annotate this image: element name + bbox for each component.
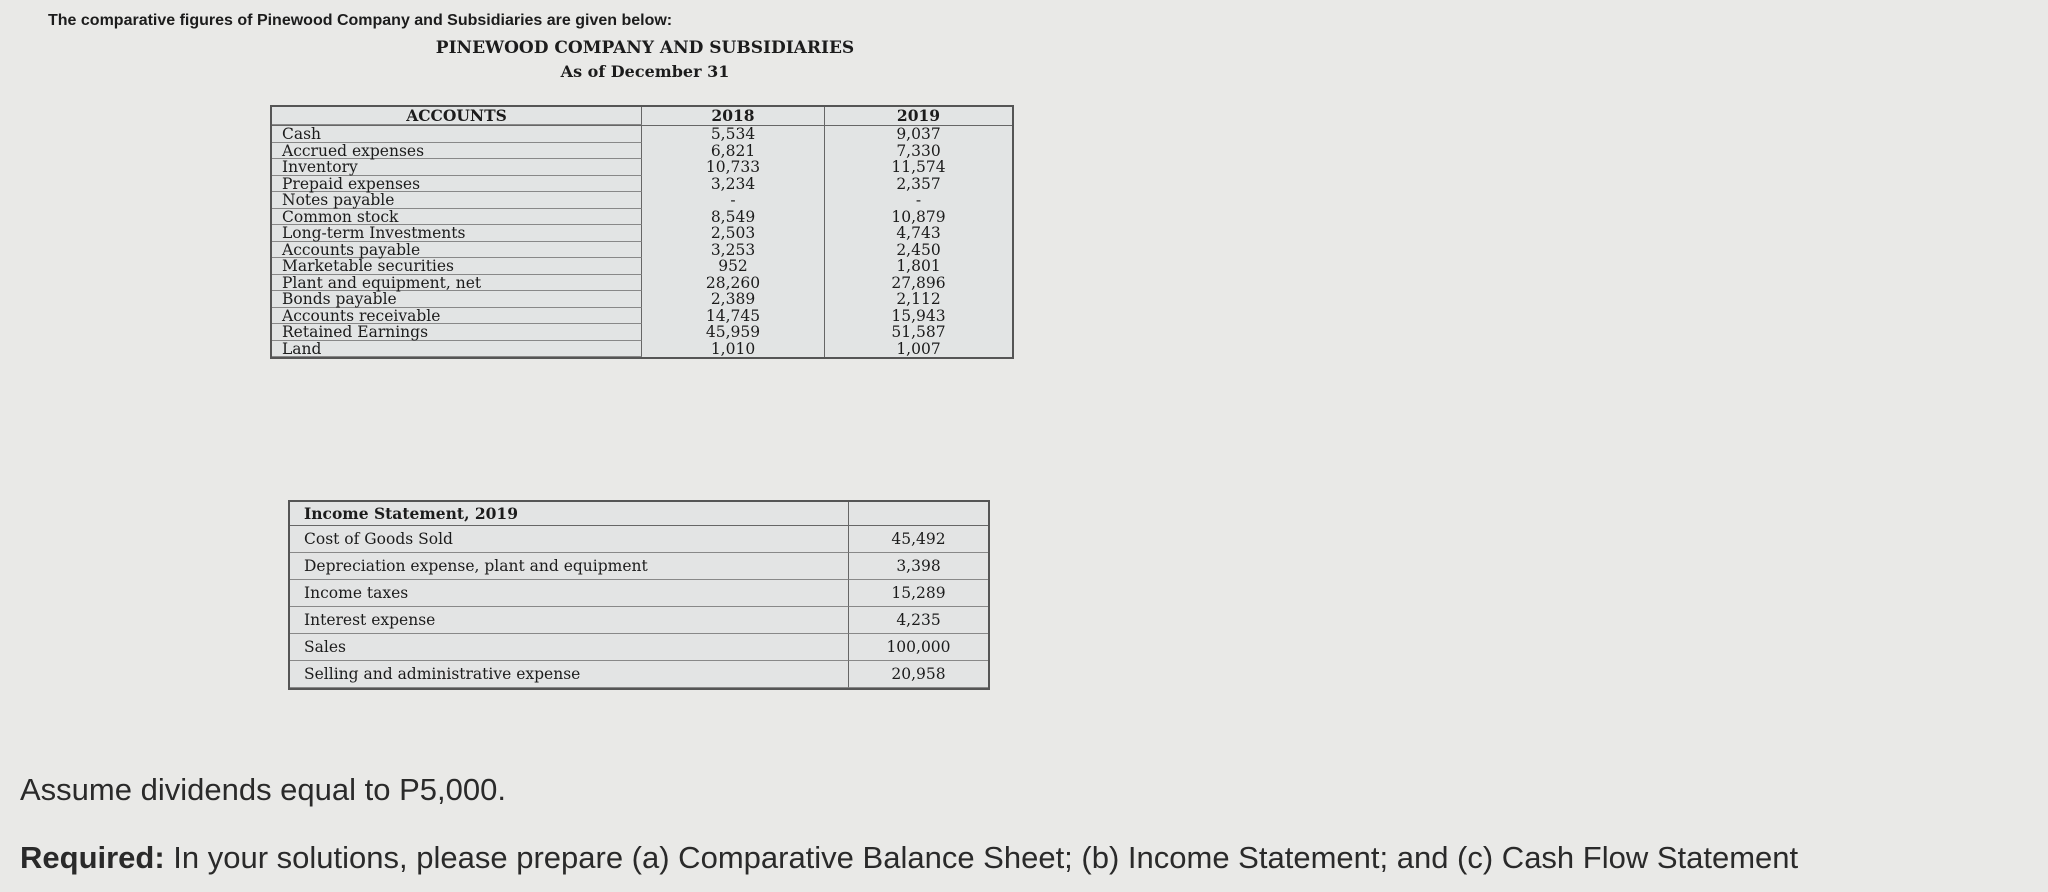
account-name: Accrued expenses	[272, 143, 642, 160]
income-item-label: Sales	[290, 634, 849, 661]
table-row	[290, 661, 988, 688]
income-item-label: Interest expense	[290, 607, 849, 634]
table-row	[272, 143, 1012, 160]
account-name: Accounts payable	[272, 242, 642, 259]
value-2019: 2,450	[896, 240, 941, 259]
value-2018: 6,821	[642, 143, 825, 160]
value-2018: 2,389	[642, 291, 825, 308]
table-row	[272, 291, 1012, 308]
value-2018: 952	[642, 258, 825, 275]
intro-text: The comparative figures of Pinewood Company and Subsidiaries are given below:	[48, 12, 673, 29]
table-row	[272, 126, 1012, 143]
income-item-label: Selling and administrative expense	[290, 661, 849, 688]
balance-sheet-table	[270, 105, 1014, 359]
income-statement-header-row	[290, 502, 988, 526]
value-2018: 2,503	[642, 225, 825, 242]
income-item-value: 4,235	[849, 607, 988, 634]
value-2019: 10,879	[891, 207, 946, 226]
table-row	[272, 192, 1012, 209]
value-2018: 45,959	[642, 324, 825, 341]
table-row	[290, 607, 988, 634]
table-row	[272, 209, 1012, 226]
value-2019: 11,574	[891, 158, 946, 176]
income-item-label: Income taxes	[290, 580, 849, 607]
table-row	[290, 634, 988, 661]
value-2019: 1,801	[896, 257, 941, 275]
income-item-label: Depreciation expense, plant and equipment	[290, 553, 849, 580]
required-label: Required:	[20, 840, 165, 875]
value-2019: 27,896	[891, 273, 946, 292]
table-row	[272, 225, 1012, 242]
account-name: Land	[272, 341, 642, 358]
account-name: Long-term Investments	[272, 225, 642, 242]
income-item-label: Cost of Goods Sold	[290, 526, 849, 553]
value-2019: 2,357	[896, 174, 941, 193]
table-row	[290, 526, 988, 553]
account-name: Accounts receivable	[272, 308, 642, 325]
value-2019: 9,037	[896, 125, 941, 143]
income-statement-header-value	[849, 502, 988, 526]
required-note	[20, 840, 1798, 876]
value-2018: 3,253	[642, 242, 825, 259]
value-2019: 2,112	[896, 290, 941, 308]
value-2019: 4,743	[896, 224, 941, 242]
table-row	[272, 176, 1012, 193]
table-row	[272, 159, 1012, 176]
table-row	[272, 242, 1012, 259]
value-2019: 7,330	[896, 141, 941, 160]
income-statement-title: Income Statement, 2019	[290, 502, 849, 526]
table-row	[290, 580, 988, 607]
balance-sheet-header-row	[272, 107, 1012, 126]
table-row	[290, 553, 988, 580]
company-date: As of December 31	[560, 62, 730, 81]
value-2018: 1,010	[642, 341, 825, 358]
value-2019: 51,587	[891, 323, 946, 341]
table-row	[272, 341, 1012, 358]
value-2018: 3,234	[642, 176, 825, 193]
account-name: Marketable securities	[272, 258, 642, 275]
account-name: Plant and equipment, net	[272, 275, 642, 292]
header-2019: 2019	[896, 106, 941, 125]
value-2018: 5,534	[642, 126, 825, 143]
value-2018: 14,745	[642, 308, 825, 325]
account-name: Bonds payable	[272, 291, 642, 308]
account-name: Inventory	[272, 159, 642, 176]
value-2018: 8,549	[642, 209, 825, 226]
value-2018: 28,260	[642, 275, 825, 292]
table-row	[272, 324, 1012, 341]
income-item-value: 45,492	[849, 526, 988, 553]
table-row	[272, 308, 1012, 325]
value-2018: 10,733	[642, 159, 825, 176]
value-2018: -	[642, 192, 825, 209]
header-2018: 2018	[642, 107, 825, 125]
value-2019: 15,943	[891, 306, 946, 325]
table-row	[272, 258, 1012, 275]
account-name: Retained Earnings	[272, 324, 642, 341]
required-text: In your solutions, please prepare (a) Comparative Balance Sheet; (b) Income Statement; and (c) Cash Flow Statement	[164, 840, 1799, 875]
income-item-value: 3,398	[849, 553, 988, 580]
account-name: Cash	[272, 126, 642, 143]
income-item-value: 20,958	[849, 661, 988, 688]
account-name: Notes payable	[272, 192, 642, 209]
table-row	[272, 275, 1012, 292]
company-title: PINEWOOD COMPANY AND SUBSIDIARIES	[435, 38, 855, 58]
account-name: Common stock	[272, 209, 642, 226]
value-2019: 1,007	[896, 339, 941, 358]
dividends-note: Assume dividends equal to P5,000.	[20, 772, 506, 807]
income-item-value: 15,289	[849, 580, 988, 607]
header-accounts: ACCOUNTS	[272, 107, 642, 125]
account-name: Prepaid expenses	[272, 176, 642, 193]
value-2019: -	[915, 191, 922, 209]
income-statement-table	[288, 500, 990, 690]
income-item-value: 100,000	[849, 634, 988, 661]
